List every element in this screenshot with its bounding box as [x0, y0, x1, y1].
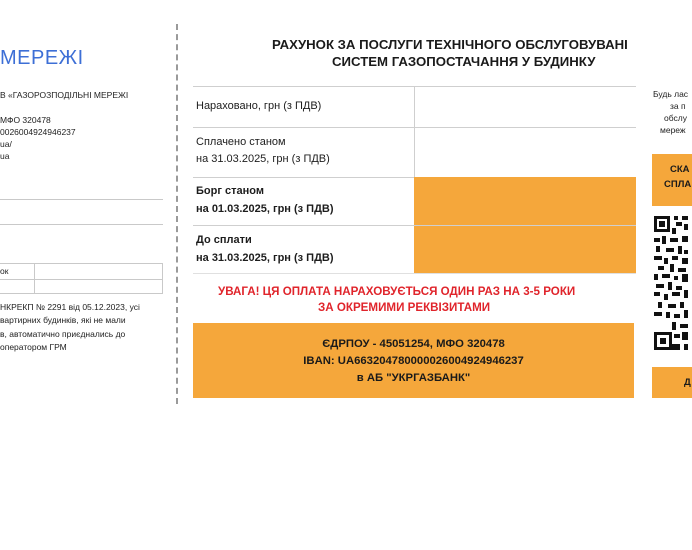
- due-value: [414, 226, 636, 273]
- pay-button-label: Д: [684, 377, 691, 388]
- stub-mfo: МФО 320478: [0, 115, 51, 125]
- stub-footnote-3: в, автоматично приєднались до: [0, 329, 126, 339]
- bank-details: [193, 323, 634, 398]
- bank-name: в АБ "УКРГАЗБАНК": [356, 372, 471, 384]
- pay-button[interactable]: [652, 367, 692, 398]
- scan-pay-label-1: СКА: [670, 164, 690, 175]
- qr-code-icon[interactable]: [652, 214, 690, 354]
- page-subtitle: СИСТЕМ ГАЗОПОСТАЧАННЯ У БУДИНКУ: [332, 54, 596, 69]
- label-due-2: на 31.03.2025, грн (з ПДВ): [196, 252, 334, 264]
- label-debt-1: Борг станом: [196, 185, 264, 197]
- stub-site: ua/: [0, 139, 12, 149]
- warning-line-1: УВАГА! ЦЯ ОПЛАТА НАРАХОВУЄТЬСЯ ОДИН РАЗ НА 3-5 РОКИ: [218, 285, 576, 298]
- stub-site-2: ua: [0, 151, 10, 161]
- stub-line-1: [0, 199, 163, 200]
- company-name: В «ГАЗОРОЗПОДІЛЬНІ МЕРЕЖІ: [0, 90, 129, 100]
- bank-iban: IBAN: UA663204780000026004924946237: [303, 355, 524, 367]
- scan-pay-button[interactable]: [652, 154, 692, 206]
- stub-footnote-2: вартирних будинків, які не мали: [0, 315, 126, 325]
- page-title: РАХУНОК ЗА ПОСЛУГИ ТЕХНІЧНОГО ОБСЛУГОВУВАНІ: [272, 37, 628, 52]
- right-note-2: за п: [670, 101, 686, 111]
- stub-line-2: [0, 224, 163, 225]
- stub-iban: 0026004924946237: [0, 127, 76, 137]
- right-note-3: обслу: [664, 113, 687, 123]
- right-note-1: Будь лас: [653, 89, 689, 99]
- label-debt-2: на 01.03.2025, грн (з ПДВ): [196, 203, 334, 215]
- warning-line-2: ЗА ОКРЕМИМИ РЕКВІЗИТАМИ: [318, 301, 491, 314]
- right-note-4: мереж: [660, 125, 686, 135]
- stub-footnote-1: НКРЕКП № 2291 від 05.12.2023, усі: [0, 302, 140, 312]
- label-paid-2: на 31.03.2025, грн (з ПДВ): [196, 153, 330, 165]
- stub-table: [0, 263, 163, 294]
- logo-text: МЕРЕЖІ: [0, 47, 84, 69]
- row-paid: [193, 127, 636, 177]
- row-accrued: [193, 86, 636, 127]
- label-paid-1: Сплачено станом: [196, 136, 286, 148]
- label-due-1: До сплати: [196, 234, 252, 246]
- row-debt: [193, 177, 636, 225]
- stub-table-cell: ок: [0, 266, 9, 276]
- scan-pay-label-2: СПЛА: [664, 179, 692, 190]
- label-accrued: Нараховано, грн (з ПДВ): [196, 100, 322, 112]
- cut-line: [176, 24, 178, 404]
- debt-value: [414, 177, 636, 225]
- bank-edrpou: ЄДРПОУ - 45051254, МФО 320478: [322, 338, 505, 350]
- stub-footnote-4: оператором ГРМ: [0, 342, 67, 352]
- row-due: [193, 226, 636, 273]
